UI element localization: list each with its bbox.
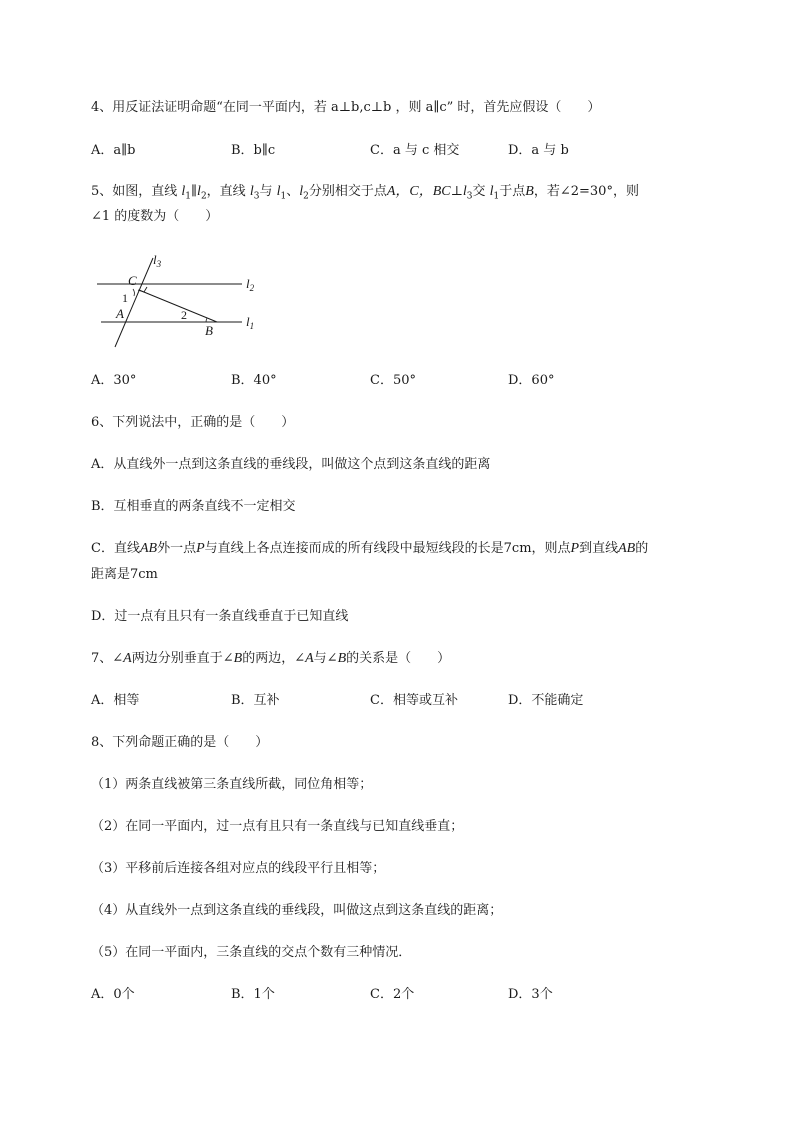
q8-item-3: （3）平移前后连接各组对应点的线段平行且相等； [91,861,386,876]
q6-stem: 6、下列说法中，正确的是（ ） [91,415,295,430]
q8-option-a: A．0个 [91,987,135,1002]
label-c: C [128,273,137,288]
label-l2: $l_2$ [246,276,255,293]
q8-option-d: D．3个 [508,987,553,1002]
q5-geometry-figure [95,252,275,352]
q8-stem: 8、下列命题正确的是（ ） [91,735,269,750]
q6-option-b: B．互相垂直的两条直线不一定相交 [91,499,296,514]
q6-option-a: A．从直线外一点到这条直线的垂线段，叫做这个点到这条直线的距离 [91,457,491,472]
q5-option-a: A．30° [91,373,137,388]
q4-option-c: C．a 与 c 相交 [370,143,460,158]
angle-2-arc [206,318,207,322]
q8-item-1: （1）两条直线被第三条直线所截，同位角相等； [91,777,373,792]
q4-option-b: B．b∥c [231,143,276,158]
q8-item-2: （2）在同一平面内，过一点有且只有一条直线与已知直线垂直； [91,819,464,834]
q7-stem: 7、∠A两边分别垂直于∠B的两边，∠A与∠B的关系是（ ） [91,651,451,666]
label-b: B [205,323,213,338]
q8-item-4: （4）从直线外一点到这条直线的垂线段，叫做这点到这条直线的距离； [91,903,503,918]
q6-option-c-line1: C．直线AB外一点P与直线上各点连接而成的所有线段中最短线段的长是7cm，则点P到直线AB的 [91,541,649,556]
label-angle-1: 1 [122,291,128,305]
q5-option-c: C．50° [370,373,416,388]
q7-option-b: B．互补 [231,693,280,708]
q4-option-a: A．a∥b [91,143,136,158]
q8-item-5: （5）在同一平面内，三条直线的交点个数有三种情况． [91,945,412,960]
segment-bc [139,290,217,322]
q5-option-d: D．60° [508,373,555,388]
label-a: A [116,306,124,321]
q5-stem-line1: 5、如图，直线 $l_1\parallel l_2$，直线 $l_3$与 $l_1$、$l_2$分别相交于点A，C，$BC\perp l_3$交 $l_1$于点B，若∠2=30°，则 [91,184,639,202]
q8-option-b: B．1个 [231,987,275,1002]
q6-option-d: D．过一点有且只有一条直线垂直于已知直线 [91,609,349,624]
q5-stem-line2: ∠1 的度数为（ ） [91,209,219,224]
label-angle-2: 2 [181,308,187,322]
line-l3 [115,258,153,347]
q8-option-c: C．2个 [370,987,415,1002]
q7-option-a: A．相等 [91,693,140,708]
q7-option-c: C．相等或互补 [370,693,458,708]
label-l3: $l_3$ [153,252,162,269]
q4-option-d: D．a 与 b [508,143,569,158]
label-l1: $l_1$ [246,314,255,331]
q6-option-c-line2: 距离是7cm [91,567,158,582]
q5-option-b: B．40° [231,373,277,388]
angle-1-arc [133,289,134,296]
q7-option-d: D．不能确定 [508,693,584,708]
q4-stem: 4、用反证法证明命题“在同一平面内，若 a⊥b,c⊥b ，则 a∥c” 时，首先应假设（ ） [91,100,601,115]
